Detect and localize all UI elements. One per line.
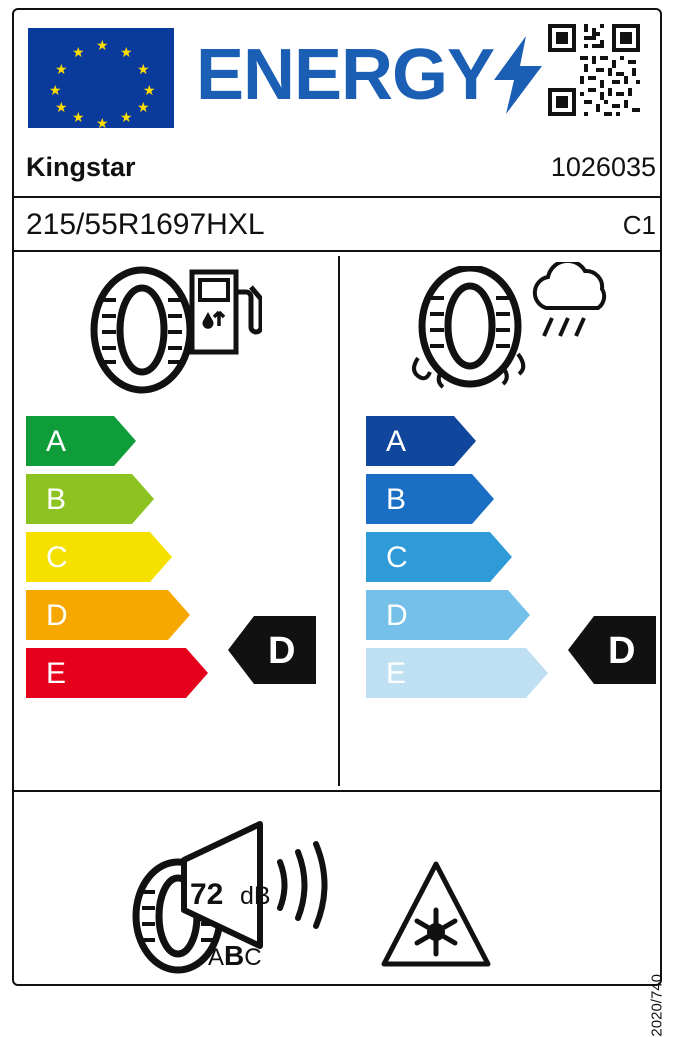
page-title: ENERGY bbox=[196, 35, 495, 115]
tyre-class: C1 bbox=[622, 210, 656, 240]
eu-flag-icon: ★ ★ ★ ★ ★ ★ ★ ★ ★ ★ ★ ★ bbox=[28, 28, 174, 128]
fuel-grade-c bbox=[26, 532, 226, 582]
qr-code-icon bbox=[548, 24, 640, 116]
fuel-grade-c-letter: C bbox=[46, 541, 68, 574]
wet-grip-scale bbox=[366, 416, 566, 706]
fuel-grade-a bbox=[26, 416, 226, 466]
fuel-rating-arrow bbox=[228, 616, 316, 684]
fuel-grade-a-letter: A bbox=[46, 425, 67, 458]
noise-unit: dB bbox=[240, 882, 271, 910]
wet-grade-a bbox=[366, 416, 566, 466]
fuel-grade-b bbox=[26, 474, 226, 524]
wet-grade-d-letter: D bbox=[386, 599, 408, 632]
fuel-grade-d-letter: D bbox=[46, 599, 68, 632]
wet-grade-a-letter: A bbox=[386, 425, 407, 458]
tyre-wet-icon bbox=[410, 266, 528, 394]
fuel-grade-scale bbox=[26, 416, 226, 706]
wet-grade-b bbox=[366, 474, 566, 524]
fuel-rating-letter: D bbox=[268, 630, 296, 672]
divider-3 bbox=[14, 790, 660, 792]
three-peak-mountain-snowflake-icon bbox=[376, 858, 496, 970]
wet-grade-e-letter: E bbox=[386, 657, 407, 690]
brand-name: Kingstar bbox=[26, 152, 136, 182]
wet-rating-arrow bbox=[568, 616, 656, 684]
divider-vertical bbox=[338, 256, 340, 786]
wet-rating-letter: D bbox=[608, 630, 636, 672]
fuel-grade-b-letter: B bbox=[46, 483, 67, 516]
noise-class-a: A bbox=[208, 944, 225, 971]
fuel-grade-e bbox=[26, 648, 226, 698]
divider-2 bbox=[14, 250, 660, 252]
noise-value: 72 bbox=[190, 878, 224, 911]
tyre-icon bbox=[86, 266, 198, 394]
lightning-bolt-icon bbox=[492, 36, 544, 114]
divider-1 bbox=[14, 196, 660, 198]
product-code: 1026035 bbox=[550, 152, 656, 182]
wet-grade-c bbox=[366, 532, 566, 582]
fuel-pump-icon bbox=[186, 262, 262, 358]
rain-cloud-icon bbox=[524, 262, 618, 354]
wet-grade-b-letter: B bbox=[386, 483, 407, 516]
fuel-grade-e-letter: E bbox=[46, 657, 67, 690]
noise-class-scale bbox=[208, 940, 262, 972]
date-code: 2020/740 bbox=[649, 974, 666, 1037]
noise-class-b: B bbox=[224, 940, 245, 971]
wet-grade-d bbox=[366, 590, 566, 640]
wet-grade-c-letter: C bbox=[386, 541, 408, 574]
tyre-size: 215/55R1697HXL bbox=[26, 208, 265, 241]
wet-grade-e bbox=[366, 648, 566, 698]
fuel-grade-d bbox=[26, 590, 226, 640]
noise-class-c: C bbox=[244, 944, 262, 971]
